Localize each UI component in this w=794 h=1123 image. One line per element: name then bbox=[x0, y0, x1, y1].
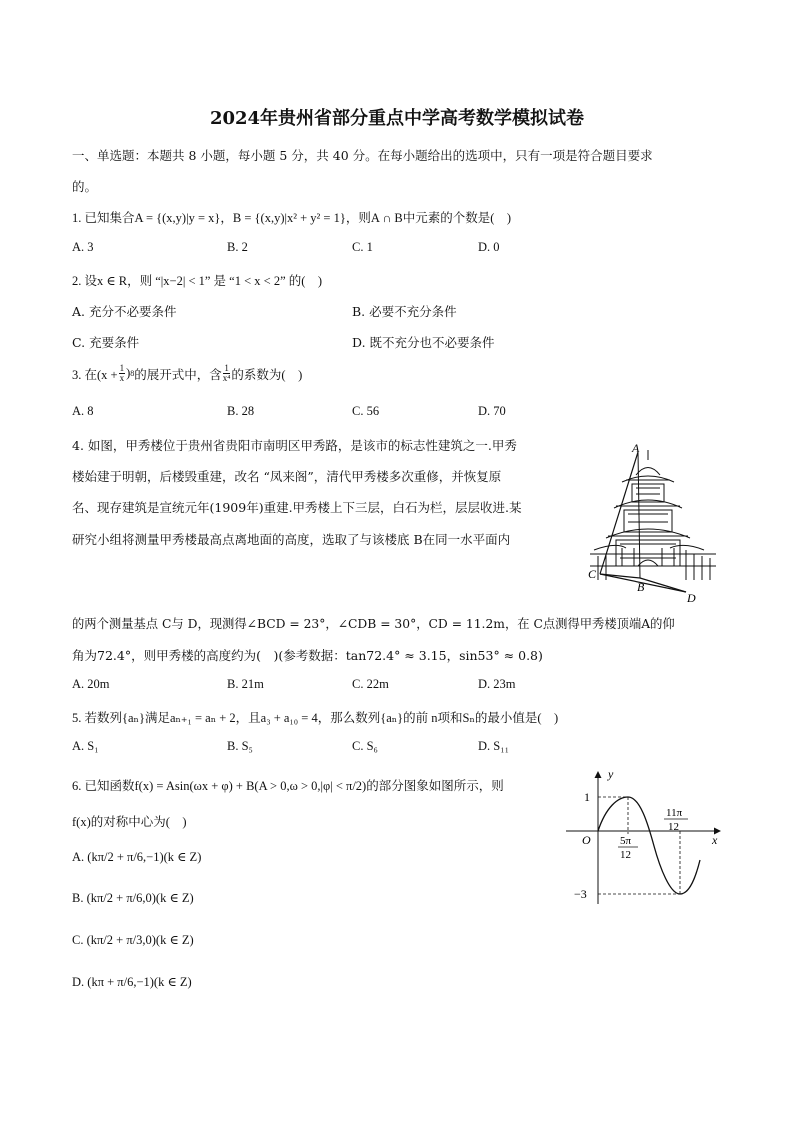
q3-fraction bbox=[119, 364, 126, 383]
q3-prefix: 3. 在(x + bbox=[72, 367, 118, 382]
question-2-stem: 2. 设x ∈ R，则 “|x−2| < 1” 是 “1 < x < 2” 的( ) bbox=[72, 274, 323, 288]
q1-option-d[interactable]: D. 0 bbox=[478, 240, 500, 254]
question-4-line-4: 研究小组将测量甲秀楼最高点离地面的高度，选取了与该楼底 B在同一水平面内 bbox=[72, 532, 511, 547]
fig-label-c: C bbox=[588, 567, 597, 581]
q3-option-c[interactable]: C. 56 bbox=[352, 404, 380, 418]
q4-option-b[interactable]: B. 21m bbox=[227, 677, 264, 691]
graph-origin: O bbox=[582, 833, 591, 847]
q2-option-a[interactable]: A. 充分不必要条件 bbox=[72, 304, 177, 319]
q3-middle: 的展开式中，含 bbox=[134, 367, 222, 382]
page-title: 2024年贵州省部分重点中学高考数学模拟试卷 bbox=[209, 108, 585, 129]
q5-option-a[interactable]: A. S₁ bbox=[72, 739, 99, 753]
q3-frac2-den: x⁴ bbox=[222, 373, 231, 383]
section-heading-cont: 的。 bbox=[72, 179, 98, 194]
function-graph bbox=[562, 764, 732, 914]
q3-option-b[interactable]: B. 28 bbox=[227, 404, 255, 418]
q3-fraction-2 bbox=[223, 364, 231, 383]
q3-frac-num: 1 bbox=[119, 363, 125, 373]
q4-option-d[interactable]: D. 23m bbox=[478, 677, 516, 691]
pagoda-figure bbox=[586, 430, 726, 610]
q3-option-a[interactable]: A. 8 bbox=[72, 404, 94, 418]
question-4-line-1: 4. 如图，甲秀楼位于贵州省贵阳市南明区甲秀路，是该市的标志性建筑之一.甲秀 bbox=[72, 438, 517, 453]
q2-option-d[interactable]: D. 既不充分也不必要条件 bbox=[352, 335, 495, 350]
question-6-line-2: f(x)的对称中心为( ) bbox=[72, 815, 187, 829]
q1-option-a[interactable]: A. 3 bbox=[72, 240, 94, 254]
graph-y-min: −3 bbox=[574, 887, 587, 901]
question-4-line-3: 名、现存建筑是宣统元年(1909年)重建.甲秀楼上下三层，白石为栏，层层收进.某 bbox=[72, 500, 522, 515]
graph-x-label: x bbox=[712, 833, 718, 847]
question-5-stem: 5. 若数列{aₙ}满足aₙ₊₁ = aₙ + 2，且a₃ + a₁₀ = 4，那么数列{aₙ}的前 n项和Sₙ的最小值是( ) bbox=[72, 711, 559, 725]
fig-label-b: B bbox=[637, 580, 645, 594]
q5-option-b[interactable]: B. S₅ bbox=[227, 739, 253, 753]
q3-frac-den: x bbox=[119, 373, 125, 383]
q5-option-c[interactable]: C. S₆ bbox=[352, 739, 378, 753]
q2-option-b[interactable]: B. 必要不充分条件 bbox=[352, 304, 457, 319]
question-3-stem: 3. 在(x + $\frac{1}{x}$ ) 8 的展开式中，含 $\frac{1}{\text{x⁴}}$ 的系数为( ) bbox=[72, 363, 303, 383]
question-4-line-6: 角为72.4°，则甲秀楼的高度约为( )(参考数据：tan72.4° ≈ 3.15，sin53° ≈ 0.8) bbox=[72, 648, 543, 663]
question-6-line-1: 6. 已知函数f(x) = Asin(ωx + φ) + B(A > 0,ω > 0,|φ| < π/2)的部分图象如图所示，则 bbox=[72, 779, 504, 793]
q6-option-b[interactable]: B. (kπ/2 + π/6,0)(k ∈ Z) bbox=[72, 891, 194, 905]
q2-option-c[interactable]: C. 充要条件 bbox=[72, 335, 140, 350]
q6-option-c[interactable]: C. (kπ/2 + π/3,0)(k ∈ Z) bbox=[72, 933, 194, 947]
q3-frac2-num: 1 bbox=[224, 363, 229, 373]
graph-x2-num: 11π bbox=[666, 807, 683, 819]
q1-option-b[interactable]: B. 2 bbox=[227, 240, 248, 254]
section-heading: 一、单选题：本题共 8 小题，每小题 5 分，共 40 分。在每小题给出的选项中，只有一项是符合题目要求 bbox=[72, 148, 653, 163]
graph-x1-den: 12 bbox=[620, 849, 631, 861]
question-1-stem: 1. 已知集合A = {(x,y)|y = x}，B = {(x,y)|x² + y² = 1}，则A ∩ B中元素的个数是( ) bbox=[72, 211, 512, 225]
graph-x1-num: 5π bbox=[620, 835, 632, 847]
fig-label-a: A bbox=[632, 441, 640, 455]
q4-option-a[interactable]: A. 20m bbox=[72, 677, 110, 691]
q3-option-d[interactable]: D. 70 bbox=[478, 404, 506, 418]
q3-suffix: 的系数为( ) bbox=[231, 367, 303, 382]
fig-label-d: D bbox=[687, 591, 696, 605]
graph-x2-den: 12 bbox=[668, 821, 679, 833]
q6-option-d[interactable]: D. (kπ + π/6,−1)(k ∈ Z) bbox=[72, 975, 192, 989]
q1-option-c[interactable]: C. 1 bbox=[352, 240, 373, 254]
q3-exponent: 8 bbox=[130, 369, 135, 378]
sine-curve bbox=[598, 797, 700, 894]
q5-option-d[interactable]: D. S₁₁ bbox=[478, 739, 509, 753]
graph-y-label: y bbox=[608, 767, 614, 781]
question-4-line-2: 楼始建于明朝，后楼毁重建，改名 “凤来阁”，清代甲秀楼多次重修，并恢复原 bbox=[72, 469, 502, 484]
q4-option-c[interactable]: C. 22m bbox=[352, 677, 389, 691]
q6-option-a[interactable]: A. (kπ/2 + π/6,−1)(k ∈ Z) bbox=[72, 850, 202, 864]
question-4-line-5: 的两个测量基点 C与 D，现测得∠BCD = 23°，∠CDB = 30°，CD = 11.2m，在 C点测得甲秀楼顶端A的仰 bbox=[72, 617, 675, 631]
graph-y-max: 1 bbox=[584, 790, 590, 804]
